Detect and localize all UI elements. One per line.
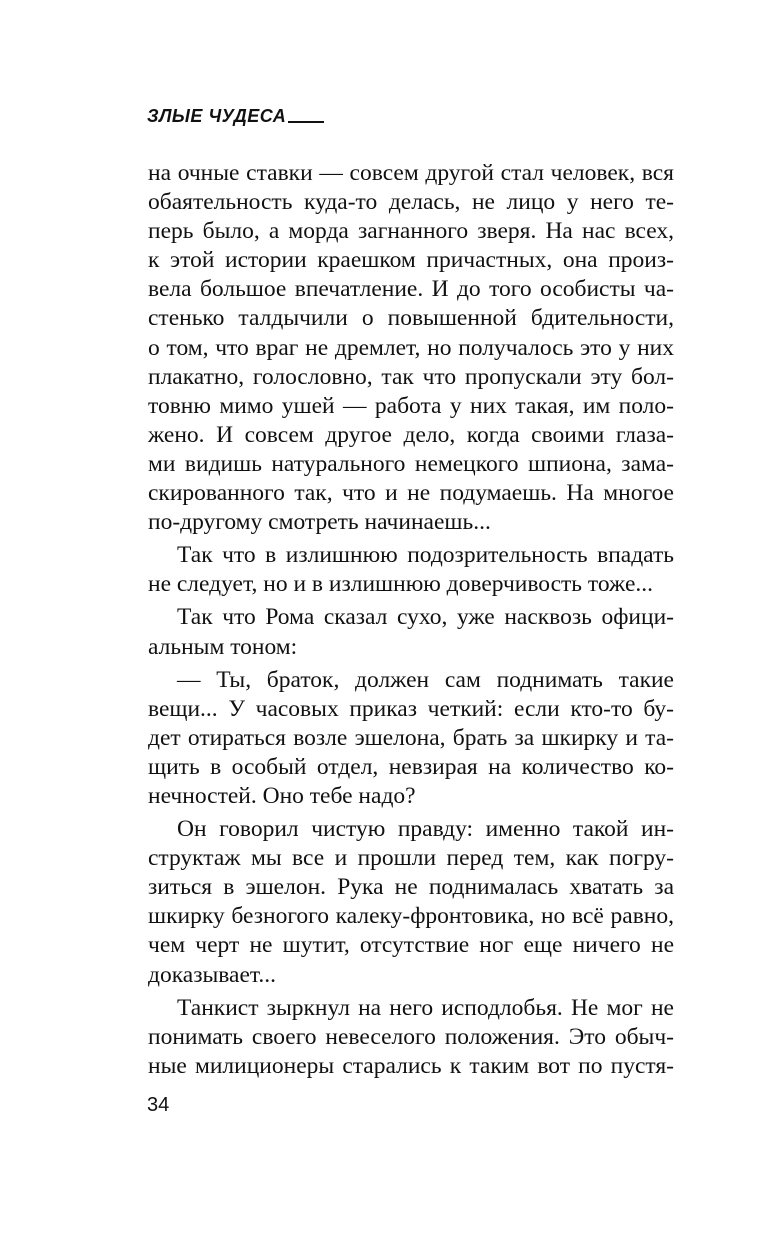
text-line: щить в особый отдел, невзирая на количество ко- (148, 753, 674, 780)
text-line: понимать своего невеселого положения. Это обыч- (148, 1023, 674, 1050)
text-line: не следует, но и в излишнюю доверчивость тоже... (148, 571, 654, 598)
text-line: плакатно, голословно, так что пропускали эту бол- (148, 363, 674, 390)
text-line: вела большое впечатление. И до того особисты ча- (148, 276, 674, 303)
text-line: скированного так, что и не подумаешь. На многое (148, 480, 674, 507)
text-line: ми видишь натурального немецкого шпиона, зама- (148, 450, 674, 477)
text-line: доказывает... (148, 961, 277, 988)
text-line: Он говорил чистую правду: именно такой ин- (177, 816, 674, 843)
text-line: нечностей. Оно тебе надо? (148, 782, 416, 809)
text-line: перь было, а морда загнанного зверя. На нас всех, (148, 218, 674, 245)
text-line: по-другому смотреть начинаешь... (148, 509, 491, 536)
text-line: чем черт не шутит, отсутствие ног еще ничего не (148, 932, 674, 959)
text-line: дет отираться возле эшелона, брать за шкирку и та- (148, 724, 674, 751)
text-line: альным тоном: (148, 633, 298, 660)
text-line: Так что Рома сказал сухо, уже насквозь офици- (177, 604, 674, 631)
text-line: Так что в излишнюю подозрительность впадать (177, 542, 674, 569)
text-line: ные милиционеры старались к таким вот по пустя- (148, 1052, 674, 1079)
text-line: о том, что враг не дремлет, но получалось это у них (148, 334, 674, 361)
running-header (147, 106, 324, 127)
text-line: на очные ставки — совсем другой стал человек, вся (148, 160, 674, 186)
text-line: товню мимо ушей — работа у них такая, им поло- (148, 392, 674, 419)
text-line: шкирку безногого калеку-фронтовика, но всё равно, (148, 903, 674, 930)
text-line: жено. И совсем другое дело, когда своими глаза- (148, 421, 674, 448)
book-title: ЗЛЫЕ ЧУДЕСА (147, 106, 287, 126)
page-body-text (148, 159, 674, 1081)
header-rule (288, 121, 324, 123)
text-line: зиться в эшелон. Рука не поднималась хватать за (148, 874, 674, 901)
text-line: структаж мы все и прошли перед тем, как погру- (148, 845, 674, 872)
text-line: стенько талдычили о повышенной бдительности, (148, 305, 674, 332)
text-line: обаятельность куда-то делась, не лицо у него те- (148, 189, 674, 216)
text-line: к этой истории краешком причастных, она произ- (148, 247, 674, 274)
text-line: Танкист зыркнул на него исподлобья. Не мог не (177, 994, 674, 1021)
page-number: 34 (147, 1094, 170, 1116)
text-line: — Ты, браток, должен сам поднимать такие (177, 666, 674, 693)
text-line: вещи... У часовых приказ четкий: если кто-то бу- (148, 695, 674, 722)
